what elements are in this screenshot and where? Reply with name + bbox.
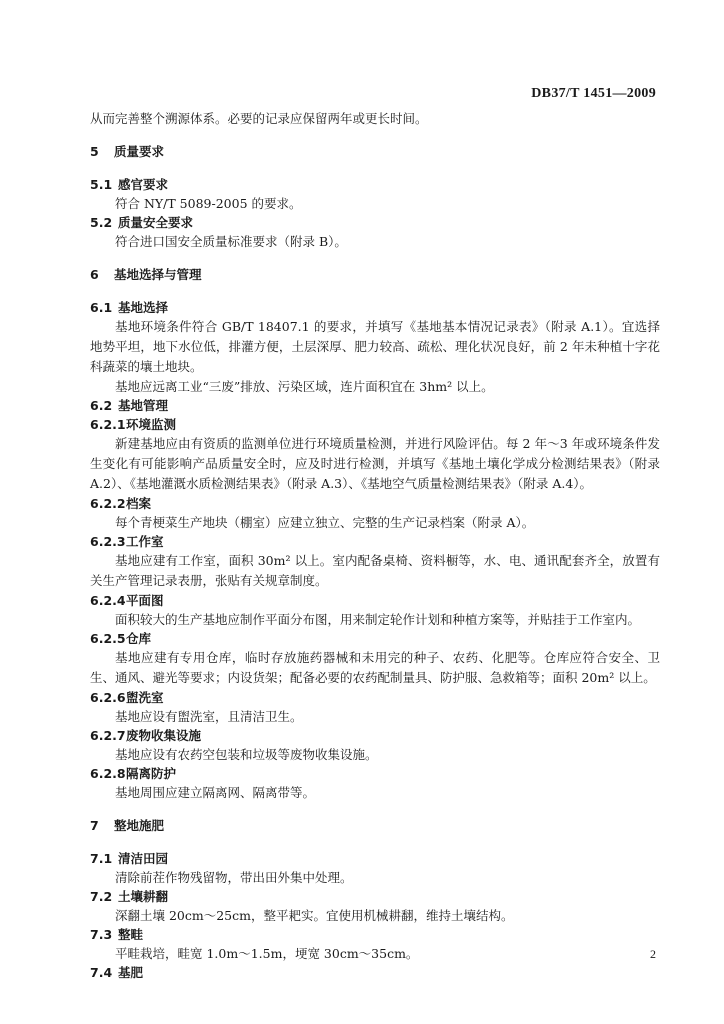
heading-number: 6.2.7: [90, 728, 126, 743]
section-gap: [90, 161, 660, 175]
paragraph-line: 基地应远离工业“三废”排放、污染区域，连片面积宜在 3hm² 以上。: [115, 379, 494, 394]
heading-number: 6.1: [90, 300, 113, 315]
heading-title: 隔离防护: [126, 766, 177, 781]
heading-title: 平面图: [126, 593, 164, 608]
heading-number: 6.2.4: [90, 593, 126, 608]
heading-number: 7.3: [90, 927, 113, 942]
paragraph: 基地应建有工作室，面积 30m² 以上。室内配备桌椅、资料橱等，水、电、通讯配套齐全，放置有关生产管理记录表册，张贴有关规章制度。: [90, 553, 660, 588]
paragraph-line: 每个青梗菜生产地块（棚室）应建立独立、完整的生产记录档案（附录 A）。: [115, 515, 535, 530]
heading-title: 工作室: [126, 534, 164, 549]
subsection-heading: [90, 963, 660, 982]
paragraph: 基地应建有专用仓库，临时存放施药器械和未用完的种子、农药、化肥等。仓库应符合安全、卫生、通风、避光等要求；内设货架；配备必要的农药配制量具、防护服、急救箱等；面积 20m² 以上。: [90, 650, 660, 685]
heading-title: 感官要求: [118, 177, 169, 192]
paragraph-line: 符合 NY/T 5089-2005 的要求。: [115, 196, 302, 211]
subsection-heading: [90, 688, 660, 707]
subsection-heading: [90, 925, 660, 944]
paragraph-line: 基地应设有农药空包装和垃圾等废物收集设施。: [115, 747, 378, 762]
subsection-heading: [90, 298, 660, 317]
heading-number: 6.2.8: [90, 766, 126, 781]
paragraph: 基地环境条件符合 GB/T 18407.1 的要求，并填写《基地基本情况记录表》（附录 A.1）。宜选择地势平坦，地下水位低，排灌方便，土层深厚、肥力较高、疏松、理化状况良好，前 2 年未种植十字花科蔬菜的壤土地块。: [90, 319, 660, 374]
paragraph-line: 基地应设有盥洗室，且清洁卫生。: [115, 709, 303, 724]
paragraph-line: 平畦栽培，畦宽 1.0m～1.5m，埂宽 30cm～35cm。: [115, 946, 419, 961]
subsection-heading: [90, 175, 660, 194]
heading-title: 环境监测: [126, 417, 177, 432]
page-number: 2: [650, 947, 656, 961]
paragraph: 新建基地应由有资质的监测单位进行环境质量检测，并进行风险评估。每 2 年～3 年或环境条件发生变化有可能影响产品质量安全时，应及时进行检测，并填写《基地土壤化学成分检测结果表》（附录 A.2）、《基地灌溉水质检测结果表》（附录 A.3）、《基地空气质量检测结果表》（附录 A.4）。: [90, 436, 660, 491]
section-gap: [90, 802, 660, 816]
document-body: [90, 109, 660, 982]
section-gap: [90, 128, 660, 142]
subsection-heading: [90, 494, 660, 513]
heading-number: 6.2.2: [90, 496, 126, 511]
heading-title: 基地选择与管理: [114, 267, 202, 282]
subsection-heading: [90, 213, 660, 232]
subsection-heading: [90, 591, 660, 610]
heading-title: 基肥: [118, 965, 144, 980]
heading-number: 6.2: [90, 398, 113, 413]
subsection-heading: [90, 726, 660, 745]
paragraph-continuation: 从而完善整个溯源体系。必要的记录应保留两年或更长时间。: [90, 111, 428, 126]
section-heading: [90, 816, 660, 835]
heading-number: 5: [90, 144, 99, 159]
heading-number: 5.2: [90, 215, 113, 230]
subsection-heading: [90, 849, 660, 868]
heading-number: 7.1: [90, 851, 113, 866]
heading-title: 清洁田园: [118, 851, 169, 866]
heading-number: 7.2: [90, 889, 113, 904]
subsection-heading: [90, 629, 660, 648]
heading-title: 质量安全要求: [118, 215, 194, 230]
heading-number: 6.2.5: [90, 631, 126, 646]
paragraph-line: 面积较大的生产基地应制作平面分布图，用来制定轮作计划和种植方案等，并贴挂于工作室内。: [115, 612, 641, 627]
heading-title: 盥洗室: [126, 690, 164, 705]
section-heading: [90, 265, 660, 284]
heading-number: 7.4: [90, 965, 113, 980]
heading-title: 档案: [126, 496, 152, 511]
paragraph-line: 清除前茬作物残留物，带出田外集中处理。: [115, 870, 353, 885]
heading-title: 土壤耕翻: [118, 889, 169, 904]
heading-number: 7: [90, 818, 99, 833]
paragraph-line: 深翻土壤 20cm～25cm，整平耙实。宜使用机械耕翻，维持土壤结构。: [115, 908, 514, 923]
heading-number: 5.1: [90, 177, 113, 192]
paragraph-line: 基地周围应建立隔离网、隔离带等。: [115, 785, 316, 800]
subsection-heading: [90, 764, 660, 783]
subsection-heading: [90, 415, 660, 434]
heading-title: 基地选择: [118, 300, 169, 315]
heading-title: 整畦: [118, 927, 144, 942]
heading-number: 6.2.6: [90, 690, 126, 705]
paragraph-line: 符合进口国安全质量标准要求（附录 B）。: [115, 234, 347, 249]
heading-number: 6.2.3: [90, 534, 126, 549]
heading-title: 废物收集设施: [126, 728, 202, 743]
section-gap: [90, 284, 660, 298]
heading-number: 6: [90, 267, 99, 282]
heading-title: 仓库: [126, 631, 152, 646]
standard-code: DB37/T 1451—2009: [531, 86, 656, 101]
heading-title: 质量要求: [114, 144, 165, 159]
section-gap: [90, 835, 660, 849]
section-heading: [90, 142, 660, 161]
heading-title: 基地管理: [118, 398, 169, 413]
subsection-heading: [90, 887, 660, 906]
subsection-heading: [90, 396, 660, 415]
heading-title: 整地施肥: [114, 818, 165, 833]
section-gap: [90, 251, 660, 265]
heading-number: 6.2.1: [90, 417, 126, 432]
subsection-heading: [90, 532, 660, 551]
